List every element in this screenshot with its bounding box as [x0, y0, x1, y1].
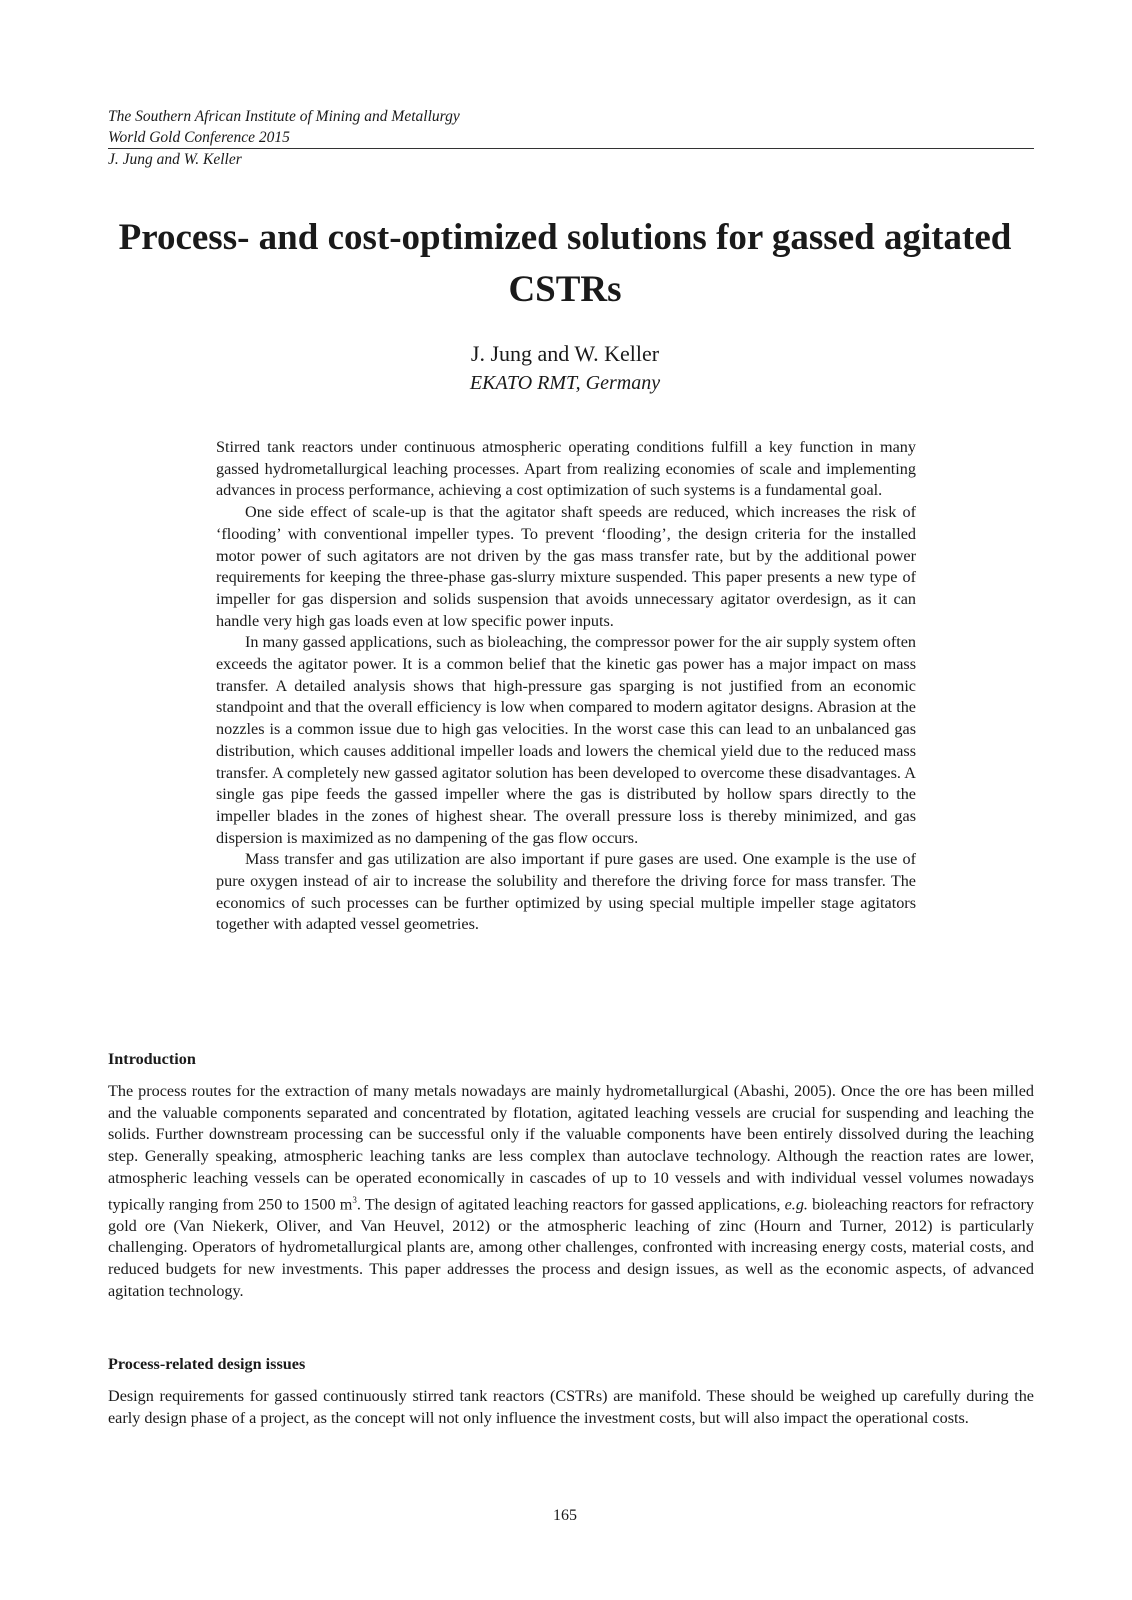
page-number: 165: [553, 1507, 577, 1524]
paper-title: Process- and cost-optimized solutions for gassed agitated CSTRs: [118, 217, 1012, 310]
abstract-paragraph-3: In many gassed applications, such as bioleaching, the compressor power for the air supply system often exceeds the agitator power. It is a common belief that the kinetic gas power has a major impact on mass transfer. A detailed analysis shows that high-pressure gas sparging is not justified from an economic standpoint and that the overall efficiency is low when compared to modern agitator designs. Abrasion at the nozzles is a common issue due to high gas velocities. In the worst case this can lead to an unbalanced gas distribution, which causes additional impeller loads and lowers the chemical yield due to the reduced mass transfer. A completely new gassed agitator solution has been developed to overcome these disadvantages. A single gas pipe feeds the gassed impeller where the gas is distributed by hollow spars directly to the impeller blades in the zones of highest shear. The overall pressure loss is thereby minimized, and gas dispersion is maximized as no dampening of the gas flow occurs.: [216, 633, 916, 847]
introduction-text-a: The process routes for the extraction of many metals nowadays are mainly hydrometallurgical (Abashi, 2005). Once the ore has been milled and the valuable components separated and concentrated by flotation, agitated leaching vessels are crucial for suspending and leaching the solids. Further downstream processing can be successful only if the valuable components have been entirely dissolved during the leaching step. Generally speaking, atmospheric leaching tanks are less complex than autoclave technology. Although the reaction rates are lower, atmospheric leaching vessels can be operated economically in cascades of up to 10 vessels and with individual vessel volumes nowadays typically ranging from 250 to 1500 m: [108, 1082, 1034, 1213]
abstract-paragraph-4: Mass transfer and gas utilization are also important if pure gases are used. One example is the use of pure oxygen instead of air to increase the solubility and therefore the driving force for mass transfer. The economics of such processes can be further optimized by using special multiple impeller stage agitators together with adapted vessel geometries.: [216, 850, 916, 934]
paper-authors: J. Jung and W. Keller: [470, 341, 660, 366]
design-issues-paragraph: Design requirements for gassed continuously stirred tank reactors (CSTRs) are manifold. These should be weighed up carefully during the early design phase of a project, as the concept will not only influence the investment costs, but will also impact the operational costs.: [108, 1387, 1034, 1427]
introduction-heading: Introduction: [108, 1050, 196, 1068]
introduction-text-c: bioleaching reactors for refractory gold ore (Van Niekerk, Oliver, and Van Heuvel, 2012) or the atmospheric leaching of zinc (Hourn and Turner, 2012) is particularly challenging. Operators of hydrometallurgical plants are, among other challenges, confronted with increasing energy costs, material costs, and reduced budgets for new investments. This paper addresses the process and design issues, as well as the economic aspects, of advanced agitation technology.: [108, 1194, 1034, 1300]
abstract: [216, 437, 916, 936]
header-conference: World Gold Conference 2015: [108, 127, 1034, 149]
abstract-paragraph-1: Stirred tank reactors under continuous atmospheric operating conditions fulfill a key function in many gassed hydrometallurgical leaching processes. Apart from realizing economies of scale and implementing advances in process performance, achieving a cost optimization of such systems is a fundamental goal.: [216, 438, 916, 500]
header-institute: The Southern African Institute of Mining and Metallurgy: [108, 108, 460, 125]
introduction-paragraph: [108, 1081, 1034, 1302]
author-affiliation: EKATO RMT, Germany: [469, 372, 661, 394]
design-issues-heading: Process-related design issues: [108, 1355, 306, 1373]
running-header: [108, 106, 1034, 170]
abstract-paragraph-2: One side effect of scale-up is that the agitator shaft speeds are reduced, which increases the risk of ‘flooding’ with conventional impeller types. To prevent ‘flooding’, the design criteria for the installed motor power of such agitators are not driven by the gas mass transfer rate, but by the additional power requirements for keeping the three-phase gas-slurry mixture suspended. This paper presents a new type of impeller for gas dispersion and solids suspension that avoids unnecessary agitator overdesign, as it can handle very high gas loads even at low specific power inputs.: [216, 503, 916, 630]
introduction-text-b: . The design of agitated leaching reactors for gassed applications,: [356, 1194, 785, 1213]
cubic-superscript: 3: [352, 1194, 357, 1205]
introduction-italic-eg: e.g.: [784, 1194, 808, 1213]
header-authors: J. Jung and W. Keller: [108, 151, 242, 168]
